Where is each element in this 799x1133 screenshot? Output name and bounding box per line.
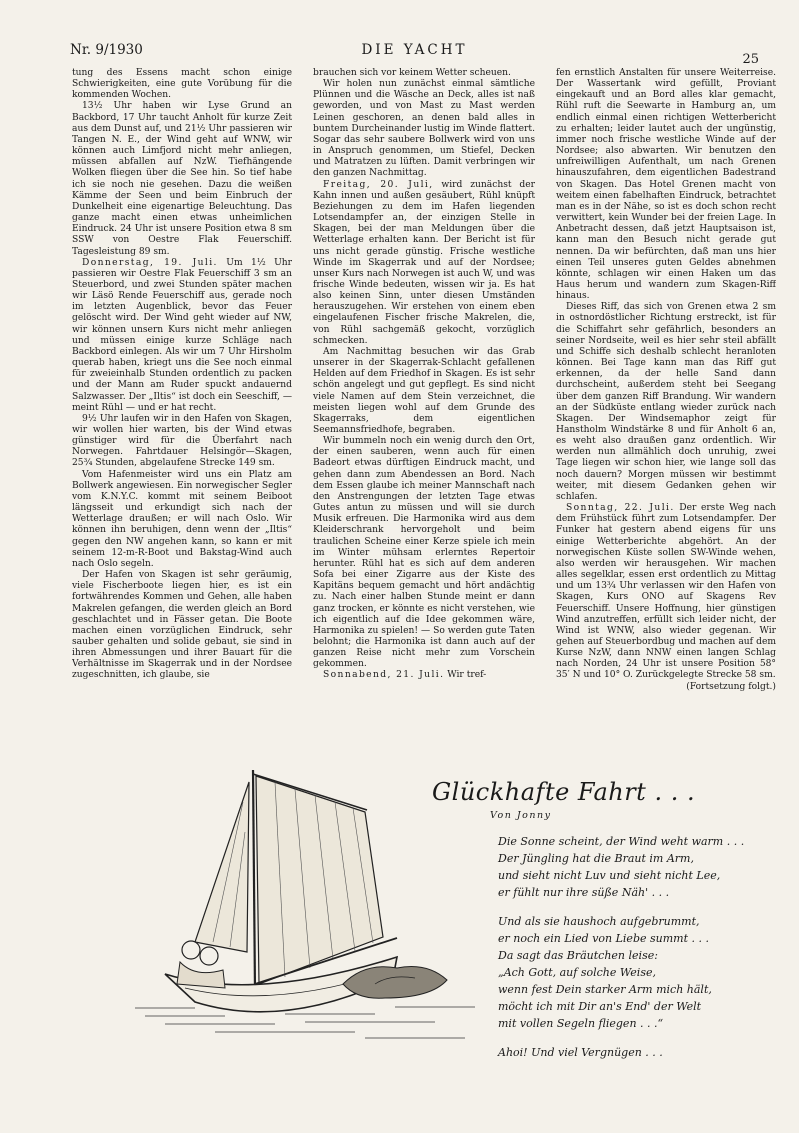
jib-shape bbox=[195, 782, 249, 952]
article-paragraph bbox=[313, 670, 535, 681]
paragraph-text: brauchen sich vor keinem Wetter scheuen. bbox=[313, 68, 511, 78]
poem-line: und sieht nicht Luv und sieht nicht Lee, bbox=[498, 869, 721, 882]
text-column-1 bbox=[72, 68, 292, 748]
poem-line: Die Sonne scheint, der Wind weht warm . . . bbox=[498, 835, 745, 848]
article-paragraph bbox=[556, 503, 776, 682]
poem-line: wenn fest Dein starker Arm mich hält, bbox=[498, 983, 712, 996]
poem-line: Und als sie haushoch aufgebrummt, bbox=[498, 915, 700, 928]
paragraph-text: Wir bummeln noch ein wenig durch den Ort, der einen sauberen, wenn auch für einen Badeort etwas dürftigen Eindruck macht, und gehen dann zum Abendessen an Bord. Nach dem Essen glaube ich meiner Mannschaft nach den Anstrengungen der letzten Tage etwas Gutes antun zu müssen und will sie durch Musik erfreuen. Die Harmonika wird aus dem Kleiderschrank hervorgeholt und beim traulichen Scheine einer Kerze spiele ich mein im Winter mühsam erlerntes Repertoir herunter. Rühl hat es sich auf dem anderen Sofa bei einer Zigarre aus der Kiste des Kapitäns bequem gemacht und hört andächtig zu. Nach einer halben Stunde meint er dann ganz trocken, er könnte es nicht verstehen, wie ich eigentlich auf die Idee gekommen wäre, Harmonika zu spielen! — So werden gute Taten belohnt; die Harmonika ist dann auch auf der ganzen Reise nicht mehr zum Vorschein gekommen. bbox=[313, 436, 535, 670]
article-paragraph bbox=[313, 436, 535, 670]
article-paragraph bbox=[72, 414, 292, 470]
paragraph-text: tung des Essens macht schon einige Schwierigkeiten, eine gute Vorübung für die kommenden Wochen. bbox=[72, 68, 292, 101]
article-paragraph bbox=[313, 79, 535, 179]
paragraph-text: Der Hafen von Skagen ist sehr geräumig, viele Fischerboote liegen hier, es ist ein fortwährendes Kommen und Gehen, alle haben Makrelen gefangen, die werden gleich an Bord geschlachtet und in Fässer getan. Die Boote machen einen vorzüglichen Eindruck, sehr sauber gehalten und solide gebaut, sie sind in ihren Abmessungen und ihrer Bauart für die Verhältnisse im Skagerrak und in der Nordsee zugeschnitten, ich glaube, sie bbox=[72, 570, 292, 681]
paragraph-text: 9½ Uhr laufen wir in den Hafen von Skagen, wir wollen hier warten, bis der Wind etwas günstiger wird für die Überfahrt nach Norwegen. Fahrtdauer Helsingör—Skagen, 25¾ Stunden, abgelaufene Strecke 149 sm. bbox=[72, 413, 292, 469]
poem-line: „Ach Gott, auf solche Weise, bbox=[498, 966, 656, 979]
issue-number: Nr. 9/1930 bbox=[70, 42, 143, 58]
text-column-2 bbox=[313, 68, 535, 748]
article-paragraph bbox=[313, 347, 535, 436]
paragraph-text: Wir holen nun zunächst einmal sämtliche Plünnen und die Wäsche an Deck, alles ist naß geworden, und von Mast zu Mast werden Leinen geschoren, an denen bald alles in buntem Durcheinander lustig im Winde flattert. Sogar das sehr saubere Bollwerk wird von uns in Anspruch genommen, um Stiefel, Decken und Matratzen zu lüften. Damit verbringen wir den ganzen Nachmittag. bbox=[313, 79, 535, 179]
poem-author: Von Jonny bbox=[490, 810, 552, 821]
magazine-title: DIE YACHT bbox=[361, 42, 468, 58]
paragraph-text: Vom Hafenmeister wird uns ein Platz am Bollwerk angewiesen. Ein norwegischer Segler vom K.N.Y.C. kommt mit seinem Beiboot längsseit und erkundigt sich nach der Wetterlage draußen; er will nach Oslo. Wir können ihn beruhigen, denn wenn der „Iltis“ gegen den NW angehen kann, so kann er mit seinem 12-m-R-Boot und Bakstag-Wind auch nach Oslo segeln. bbox=[72, 469, 292, 569]
poem-line: er noch ein Lied von Liebe summt . . . bbox=[498, 932, 709, 945]
poem-line: möcht ich mit Dir an's End' der Welt bbox=[498, 1000, 702, 1013]
poem-stanza bbox=[498, 833, 780, 901]
page-header bbox=[70, 42, 759, 66]
article-paragraph bbox=[313, 180, 535, 347]
paragraph-text: fen ernstlich Anstalten für unsere Weiterreise. Der Wassertank wird gefüllt, Proviant eingekauft und an Bord alles klar gemacht, Rühl ruft die Seewarte in Hamburg an, um endlich einmal einen richtigen Wetterbericht zu erhalten; leider lautet auch der ungünstig, immer noch frische westliche Winde auf der Nordsee; also abwarten. Wir benutzen den unfreiwilligen Aufenthalt, um nach Grenen hinauszufahren, dem eigentlichen Badestrand von Skagen. Das Hotel Grenen macht von weitem einen fabelhaften Eindruck, betrachtet man es in der Nähe, so ist es doch schon recht verwittert, kein Wunder bei der freien Lage. In Anbetracht dessen, daß jetzt Hauptsaison ist, kann man den Besuch nicht gerade gut nennen. Da wir befürchten, daß man uns hier einen Teil unseres guten Geldes abnehmen könnte, schlagen wir einen Haken um das Haus herum und wandern zum Skagen-Riff hinaus. bbox=[556, 68, 776, 302]
article-paragraph bbox=[72, 470, 292, 570]
poem-title: Glückhafte Fahrt . . . bbox=[432, 778, 696, 806]
poem-line: Der Jüngling hat die Braut im Arm, bbox=[498, 852, 694, 865]
continuation-note: (Fortsetzung folgt.) bbox=[686, 681, 776, 692]
article-paragraph bbox=[556, 68, 776, 302]
date-heading: Sonntag, 22. Juli. bbox=[566, 503, 675, 514]
paragraph-text: Um 1½ Uhr passieren wir Oestre Flak Feuerschiff 3 sm an Steuerbord, und zwei Stunden später machen wir Läsö Rende Feuerschiff aus, gerade noch im letzten Augenblick, bevor das Feuer gelöscht wird. Der Wind geht wieder auf NW, wir können unsern Kurs nicht mehr anliegen und müssen einige kurze Schläge nach Backbord einlegen. Als wir um 7 Uhr Hirsholm querab haben, kriegt uns die See noch einmal für zweieinhalb Stunden ordentlich zu packen und der Mann am Ruder spuckt andauernd Salzwasser. Der „Iltis“ ist doch ein Seeschiff, — meint Rühl — und er hat recht. bbox=[72, 257, 292, 413]
paragraph-text: Wir tref- bbox=[444, 670, 487, 681]
paragraph-text: Der erste Weg nach dem Frühstück führt zum Lotsendampfer. Der Funker hat gestern abend eigens für uns einige Wetterberichte abgehört. An der norwegischen Küste sollen SW-Winde wehen, also werden wir herausgehen. Wir machen alles segelklar, essen erst ordentlich zu Mittag und um 13¾ Uhr verlassen wir den Hafen von Skagen, Kurs ONO auf Skagens Rev Feuerschiff. Unsere Hoffnung, hier günstigen Wind anzutreffen, erfüllt sich leider nicht, der Wind ist WNW, also wieder gegenan. Wir gehen auf Steuerbordbug und machen auf dem Kurse NzW, dann NNW einen langen Schlag nach Norden, 24 Uhr ist unsere Position 58° 35′ N und 10° O. Zurückgelegte Strecke 58 sm. bbox=[556, 503, 776, 681]
text-column-3 bbox=[556, 68, 776, 748]
article-paragraph bbox=[72, 101, 292, 257]
paragraph-text: 13½ Uhr haben wir Lyse Grund an Backbord, 17 Uhr taucht Anholt für kurze Zeit aus dem Dunst auf, und 21½ Uhr passieren wir Tangen N. E., der Wind geht auf WNW, wir können auch Limfjord nicht mehr anliegen, müssen abfallen auf NzW. Tiefhängende Wolken fliegen über die See hin. So tief habe ich sie noch nie gesehen. Dazu die weißen Kämme der Seen und beim Einbruch der Dunkelheit eine eigenartige Beleuchtung. Das ganze macht einen etwas unheimlichen Eindruck. 24 Uhr ist unsere Position etwa 8 sm SSW von Oestre Flak Feuerschiff. Tagesleistung 89 sm. bbox=[72, 101, 292, 257]
paragraph-text: Am Nachmittag besuchen wir das Grab unserer in der Skagerrak-Schlacht gefallenen Helden auf dem Friedhof in Skagen. Es ist sehr schön angelegt und gut gepflegt. Es sind nicht viele Namen auf dem Stein verzeichnet, die meisten liegen wohl auf dem Grunde des Skagerraks, dem eigentlichen Seemannsfriedhofe, begraben. bbox=[313, 346, 535, 435]
article-paragraph bbox=[556, 302, 776, 503]
article-paragraph bbox=[72, 570, 292, 682]
poem-line: Da sagt das Bräutchen leise: bbox=[498, 949, 658, 962]
poem-stanza bbox=[498, 913, 780, 1032]
poem bbox=[420, 778, 780, 1061]
poem-closing: Ahoi! Und viel Vergnügen . . . bbox=[498, 1046, 663, 1059]
paragraph-text: Dieses Riff, das sich von Grenen etwa 2 sm in ostnordöstlicher Richtung erstreckt, ist für die Schiffahrt sehr gefährlich, besonders an seiner Nordseite, weil es hier sehr steil abfällt und Schiffe sich deshalb schlecht heranloten können. Bei Tage kann man das Riff gut erkennen, da der helle Sand dann durchscheint, außerdem steht bei Seegang über dem ganzen Riff Brandung. Wir wandern an der Südküste entlang wieder zurück nach Skagen. Der Windsemaphor zeigt für Hanstholm Windstärke 8 und für Anholt 6 an, es weht also draußen ganz ordentlich. Wir werden nun allmählich doch unruhig, zwei Tage liegen wir schon hier, wie lange soll das noch dauern? Morgen müssen wir bestimmt weiter, mit diesem Gedanken gehen wir schlafen. bbox=[556, 302, 776, 502]
page-number: 25 bbox=[742, 52, 759, 67]
poem-line: mit vollen Segeln fliegen . . .“ bbox=[498, 1017, 664, 1030]
article-paragraph bbox=[72, 258, 292, 414]
article-paragraph bbox=[313, 68, 535, 79]
date-heading: Donnerstag, 19. Juli. bbox=[82, 257, 218, 268]
article-paragraph bbox=[72, 68, 292, 101]
date-heading: Sonnabend, 21. Juli. bbox=[323, 670, 445, 681]
paragraph-text: wird zunächst der Kahn innen und außen gesäubert, Rühl knüpft Beziehungen zu dem im Hafen liegenden Lotsendampfer an, der einzigen Stelle in Skagen, bei der man Meldungen über die Wetterlage erhalten kann. Der Bericht ist für uns nicht gerade günstig. Frische westliche Winde im Skagerrak und auf der Nordsee; unser Kurs nach Norwegen ist auch W, und was frische Winde bedeuten, wissen wir ja. Es hat also keinen Sinn, unter diesen Umständen herauszugehen. Wir erstehen von einem eben eingelaufenen Fischer frische Makrelen, die, von Rühl sachgemäß gekocht, vorzüglich schmecken. bbox=[313, 179, 535, 346]
poem-line: er fühlt nur ihre süße Näh' . . . bbox=[498, 886, 670, 899]
date-heading: Freitag, 20. Juli, bbox=[323, 179, 434, 190]
